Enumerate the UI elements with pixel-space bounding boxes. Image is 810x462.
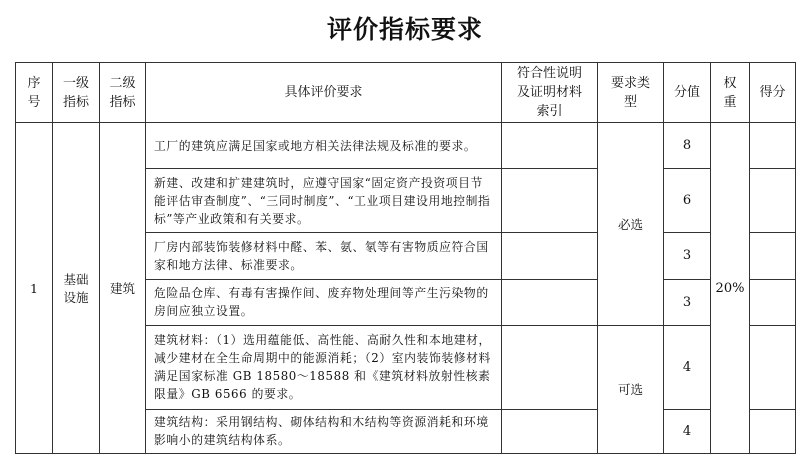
header-row — [16, 63, 796, 123]
header-req-type: 要求类 型 — [598, 63, 664, 123]
requirement-cell: 新建、改建和扩建建筑时，应遵守国家“固定资产投资项目节能评估审查制度”、“三同时制度”、“工业项目建设用地控制指标”等产业政策和有关要求。 — [146, 169, 502, 233]
evidence-cell[interactable] — [502, 123, 598, 169]
score-cell: 4 — [664, 325, 711, 409]
header-seq: 序 号 — [16, 63, 53, 123]
evidence-cell[interactable] — [502, 409, 598, 453]
result-cell[interactable] — [750, 279, 796, 325]
requirement-cell: 建筑材料：（1）选用蕴能低、高性能、高耐久性和本地建材，减少建材在全生命周期中的能源消耗；（2）室内装饰装修材料满足国家标准 GB 18580～18588 和《建筑材料放射性核素限量》GB 6566 的要求。 — [146, 325, 502, 409]
req-type-mandatory: 必选 — [598, 123, 664, 325]
result-cell[interactable] — [750, 123, 796, 169]
score-cell: 4 — [664, 409, 711, 453]
header-weight: 权 重 — [711, 63, 750, 123]
header-evidence: 符合性说明 及证明材料 索引 — [502, 63, 598, 123]
requirement-cell: 工厂的建筑应满足国家或地方相关法律法规及标准的要求。 — [146, 123, 502, 169]
score-cell: 6 — [664, 169, 711, 233]
header-level2: 二级 指标 — [100, 63, 146, 123]
table-row — [16, 123, 796, 169]
level1-cell: 基础 设施 — [53, 123, 100, 454]
seq-cell: 1 — [16, 123, 53, 454]
score-cell: 3 — [664, 233, 711, 279]
requirement-cell: 危险品仓库、有毒有害操作间、废弃物处理间等产生污染物的房间应独立设置。 — [146, 279, 502, 325]
evidence-cell[interactable] — [502, 233, 598, 279]
evidence-cell[interactable] — [502, 325, 598, 409]
weight-cell: 20% — [711, 123, 750, 454]
evaluation-table — [15, 62, 796, 454]
requirement-cell: 厂房内部装饰装修材料中醛、苯、氨、氡等有害物质应符合国家和地方法律、标准要求。 — [146, 233, 502, 279]
level2-cell: 建筑 — [100, 123, 146, 454]
score-cell: 8 — [664, 123, 711, 169]
evidence-cell[interactable] — [502, 279, 598, 325]
result-cell[interactable] — [750, 325, 796, 409]
header-result: 得分 — [750, 63, 796, 123]
result-cell[interactable] — [750, 409, 796, 453]
req-type-optional: 可选 — [598, 325, 664, 453]
result-cell[interactable] — [750, 233, 796, 279]
header-requirement: 具体评价要求 — [146, 63, 502, 123]
score-cell: 3 — [664, 279, 711, 325]
requirement-cell: 建筑结构：采用钢结构、砌体结构和木结构等资源消耗和环境影响小的建筑结构体系。 — [146, 409, 502, 453]
header-score: 分值 — [664, 63, 711, 123]
document-title: 评价指标要求 — [326, 15, 483, 44]
evidence-cell[interactable] — [502, 169, 598, 233]
header-level1: 一级 指标 — [53, 63, 100, 123]
result-cell[interactable] — [750, 169, 796, 233]
